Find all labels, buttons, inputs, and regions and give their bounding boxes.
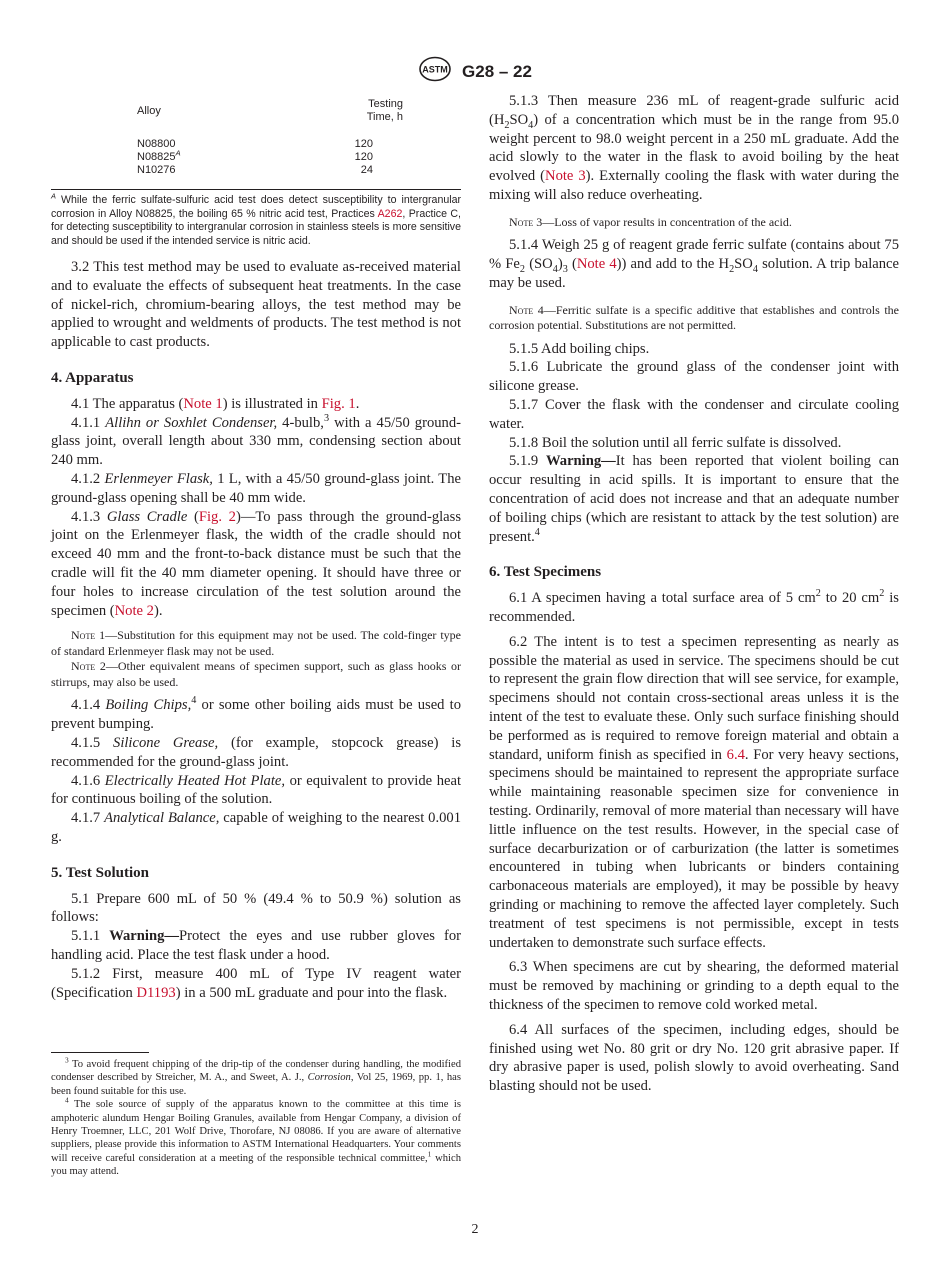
section-heading-test-specimens: 6. Test Specimens (489, 564, 602, 581)
section-heading-test-solution: 5. Test Solution (51, 864, 149, 881)
note-4: Note 4—Ferritic sulfate is a specific additive that establishes and controls the corrosion potential. Substitutions are not permitted. (489, 302, 899, 333)
fig-2-link[interactable]: Fig. 2 (198, 508, 236, 525)
left-column (51, 92, 461, 1002)
fig-1-link[interactable]: Fig. 1 (321, 395, 356, 412)
section-6-4-link[interactable]: 6.4 (726, 746, 745, 763)
paragraph-4-1: 4.1 The apparatus (Note 1) is illustrated in Fig. 1. (71, 395, 360, 412)
note-4-link[interactable]: Note 4 (576, 256, 617, 273)
footnote-marker: A (175, 148, 181, 158)
astm-logo (418, 56, 452, 87)
paragraph-4-1-4: 4.1.4 Boiling Chips,$^4$ or some other boiling aids must be used to prevent bumping. (51, 695, 462, 733)
footnote-4: $^4$ The sole source of supply of the apparatus known to the committee at this time is amphoteric alundum Hengar Boiling Granules, available from Hengar Company, a division of Henry Troemner, LLC, 201 Wolf Drive, Thorofare, NJ 08086. If you are aware of alternative suppliers, please provide this information to ASTM International Headquarters. Your comments will receive careful consideration at a meeting of the responsible technical committee,$^1$ which you may attend. (51, 1095, 461, 1178)
time-cell: 24 (360, 164, 373, 176)
table-header-row (51, 98, 461, 124)
paragraph-6-1: 6.1 A specimen having a total surface area of 5 $cm^2$ to 20 $cm^2$ is recommended. (489, 588, 899, 626)
astm-logo-text: ASTM (422, 64, 448, 75)
note-2-link[interactable]: Note 2 (114, 602, 154, 619)
paragraph-4-1-5: 4.1.5 Silicone Grease, (for example, stopcock grease) is recommended for the ground-glass joint. (51, 734, 462, 770)
alloy-cell: N08800 (137, 138, 176, 150)
paragraph-5-1-1: 5.1.1 Warning—Protect the eyes and use rubber gloves for handling acid. Place the test flask under a hood. (51, 928, 461, 963)
standard-designation: G28 – 22 (462, 61, 532, 81)
table-row (51, 151, 461, 164)
right-column (489, 92, 899, 1096)
note-1-link[interactable]: Note 1 (183, 395, 223, 412)
footnote-divider (51, 1052, 149, 1053)
table-footnote: $^A$ While the ferric sulfate-sulfuric acid test does detect susceptibility to intergranular corrosion in Alloy N08825, the boiling 65 % nitric acid test, Practices A262, Practice C, for detecting susceptibility to intergranular corrosion in stainless steels is more sensitive and should be used if the intended service is nitric acid. (51, 189, 461, 248)
footnote-3: $^3$ To avoid frequent chipping of the drip-tip of the condenser during handling, the modified condenser described by Streicher, M. A., and Sweet, A. J., Corrosion, Vol 25, 1969, pp. 1, has been found suitable for this use. (51, 1055, 461, 1097)
note-1: Note 1—Substitution for this equipment may not be used. The cold-finger type of standard Erlenmeyer flask may not be used. (51, 628, 461, 658)
paragraph-5-1-5: 5.1.5 Add boiling chips. (509, 340, 650, 357)
note-3-link[interactable]: Note 3 (545, 168, 586, 185)
page-footnotes (51, 1052, 461, 1179)
column-header-alloy: Alloy (137, 104, 161, 117)
time-cell: 120 (354, 138, 373, 150)
table-row (51, 138, 461, 151)
page-header (0, 56, 950, 87)
column-header-time: Testing Time, h (366, 98, 403, 123)
testing-time-table (51, 98, 461, 177)
paragraph-4-1-1: 4.1.1 Allihn or Soxhlet Condenser, 4-bulb,$^3$ with a 45/50 ground-glass joint, overall length about 330 mm, condensing section about 240 mm. (51, 412, 461, 469)
paragraph-4-1-7: 4.1.7 Analytical Balance, capable of weighing to the nearest 0.001 g. (51, 810, 462, 845)
paragraph-5-1-3: 5.1.3 Then measure 236 mL of reagent-grade sulfuric acid $(H_2SO_4)$ of a concentration which must be in the range from 95.0 weight percent to 98.0 weight percent in a 250 mL graduate. Add the acid slowly to the water in the flask to avoid boiling by the heat evolved (Note 3). Externally cooling the flask with water during the mixing will also reduce overheating. (489, 93, 899, 203)
paragraph-5-1-7: 5.1.7 Cover the flask with the condenser and circulate cooling water. (489, 397, 899, 432)
time-cell: 120 (354, 151, 373, 163)
paragraph-6-4: 6.4 All surfaces of the specimen, including edges, should be finished using wet No. 80 grit or dry No. 120 grit abrasive paper. If dry abrasive paper is used, polish slowly to avoid overheating. Sand blasting should not be used. (489, 1021, 899, 1095)
alloy-cell: $N08825^A$ (137, 148, 181, 163)
paragraph-5-1-6: 5.1.6 Lubricate the ground glass of the condenser joint with silicone grease. (489, 359, 899, 395)
paragraph-5-1-9: 5.1.9 Warning—It has been reported that violent boiling can occur resulting in acid spills. It is important to ensure that the concentration of acid does not increase and that an adequate number of boiling chips (which are resistant to attack by the test solution) are present.$^4$ (489, 453, 899, 545)
page-number: 2 (471, 1222, 479, 1237)
alloy-cell: N10276 (137, 164, 176, 176)
d1193-link[interactable]: D1193 (136, 984, 176, 1001)
table-row (51, 164, 461, 177)
paragraph-6-2: 6.2 The intent is to test a specimen representing as nearly as possible the material as used in service. The specimens should be cut to represent the grain flow direction that will see service, for example, specimens should not contain cross-sectional areas unless it is the intent of the test to evaluate these. Only such surface finishing should be performed as is required to remove foreign material and obtain a standard, uniform finish as specified in 6.4. For very heavy sections, specimens should be maintained to represent the appropriate surface while maintaining reasonable specimen size for convenience in testing. Ordinarily, removal of more material than necessary will have little influence on the test results. However, in the special case of surface decarburization or of carburization (the latter is sometimes encountered in tubing when lubricants or binders containing carbonaceous materials are employed), it may be possible by heavy grinding or machining to remove the affected layer completely. Such treatment of test specimens is not permissible, except in tests undertaken to demonstrate such surface effects. (489, 633, 899, 951)
paragraph-3-2: 3.2 This test method may be used to evaluate as-received material and to evaluate the effects of subsequent heat treatments. In the case of nickel-rich, chromium-bearing alloys, the test method may be applied to wrought and weldments of products. The test method is not applicable to cast products. (51, 259, 461, 351)
paragraph-4-1-3: 4.1.3 Glass Cradle (Fig. 2)—To pass through the ground-glass joint on the Erlenmeyer flask, the width of the cradle should not exceed 40 mm and the front-to-back distance must be such that the cradle will fit the 40 mm diameter opening. It should have three or four holes to increase circulation of the test solution around the specimen (Note 2). (51, 508, 462, 619)
paragraph-5-1-4: 5.1.4 Weigh 25 g of reagent grade ferric sulfate (contains about 75 % $Fe_2$ $(SO_4)_3$ (Note 4)) and add to the $H_2SO_4$ solution. A trip balance may be used. (489, 237, 900, 291)
paragraph-5-1: 5.1 Prepare 600 mL of 50 % (49.4 % to 50.9 %) solution as follows: (51, 890, 461, 926)
paragraph-5-1-8: 5.1.8 Boil the solution until all ferric sulfate is dissolved. (509, 434, 842, 451)
paragraph-5-1-2: 5.1.2 First, measure 400 mL of Type IV reagent water (Specification D1193) in a 500 mL graduate and pour into the flask. (51, 965, 461, 1001)
note-3: Note 3—Loss of vapor results in concentration of the acid. (509, 214, 792, 229)
paragraph-4-1-6: 4.1.6 Electrically Heated Hot Plate, or equivalent to provide heat for continuous boiling of the solution. (51, 772, 462, 808)
note-2: Note 2—Other equivalent means of specimen support, such as glass hooks or stirrups, may also be used. (51, 659, 461, 689)
paragraph-4-1-2: 4.1.2 Erlenmeyer Flask, 1 L, with a 45/50 ground-glass joint. The ground-glass opening shall be 40 mm wide. (51, 470, 461, 506)
paragraph-6-3: 6.3 When specimens are cut by shearing, the deformed material must be removed by machining or grinding to a depth equal to the thickness of the specimen to remove cold worked metal. (489, 959, 899, 1013)
ref-a262-link[interactable]: A262 (377, 207, 403, 220)
section-heading-apparatus: 4. Apparatus (51, 369, 134, 386)
